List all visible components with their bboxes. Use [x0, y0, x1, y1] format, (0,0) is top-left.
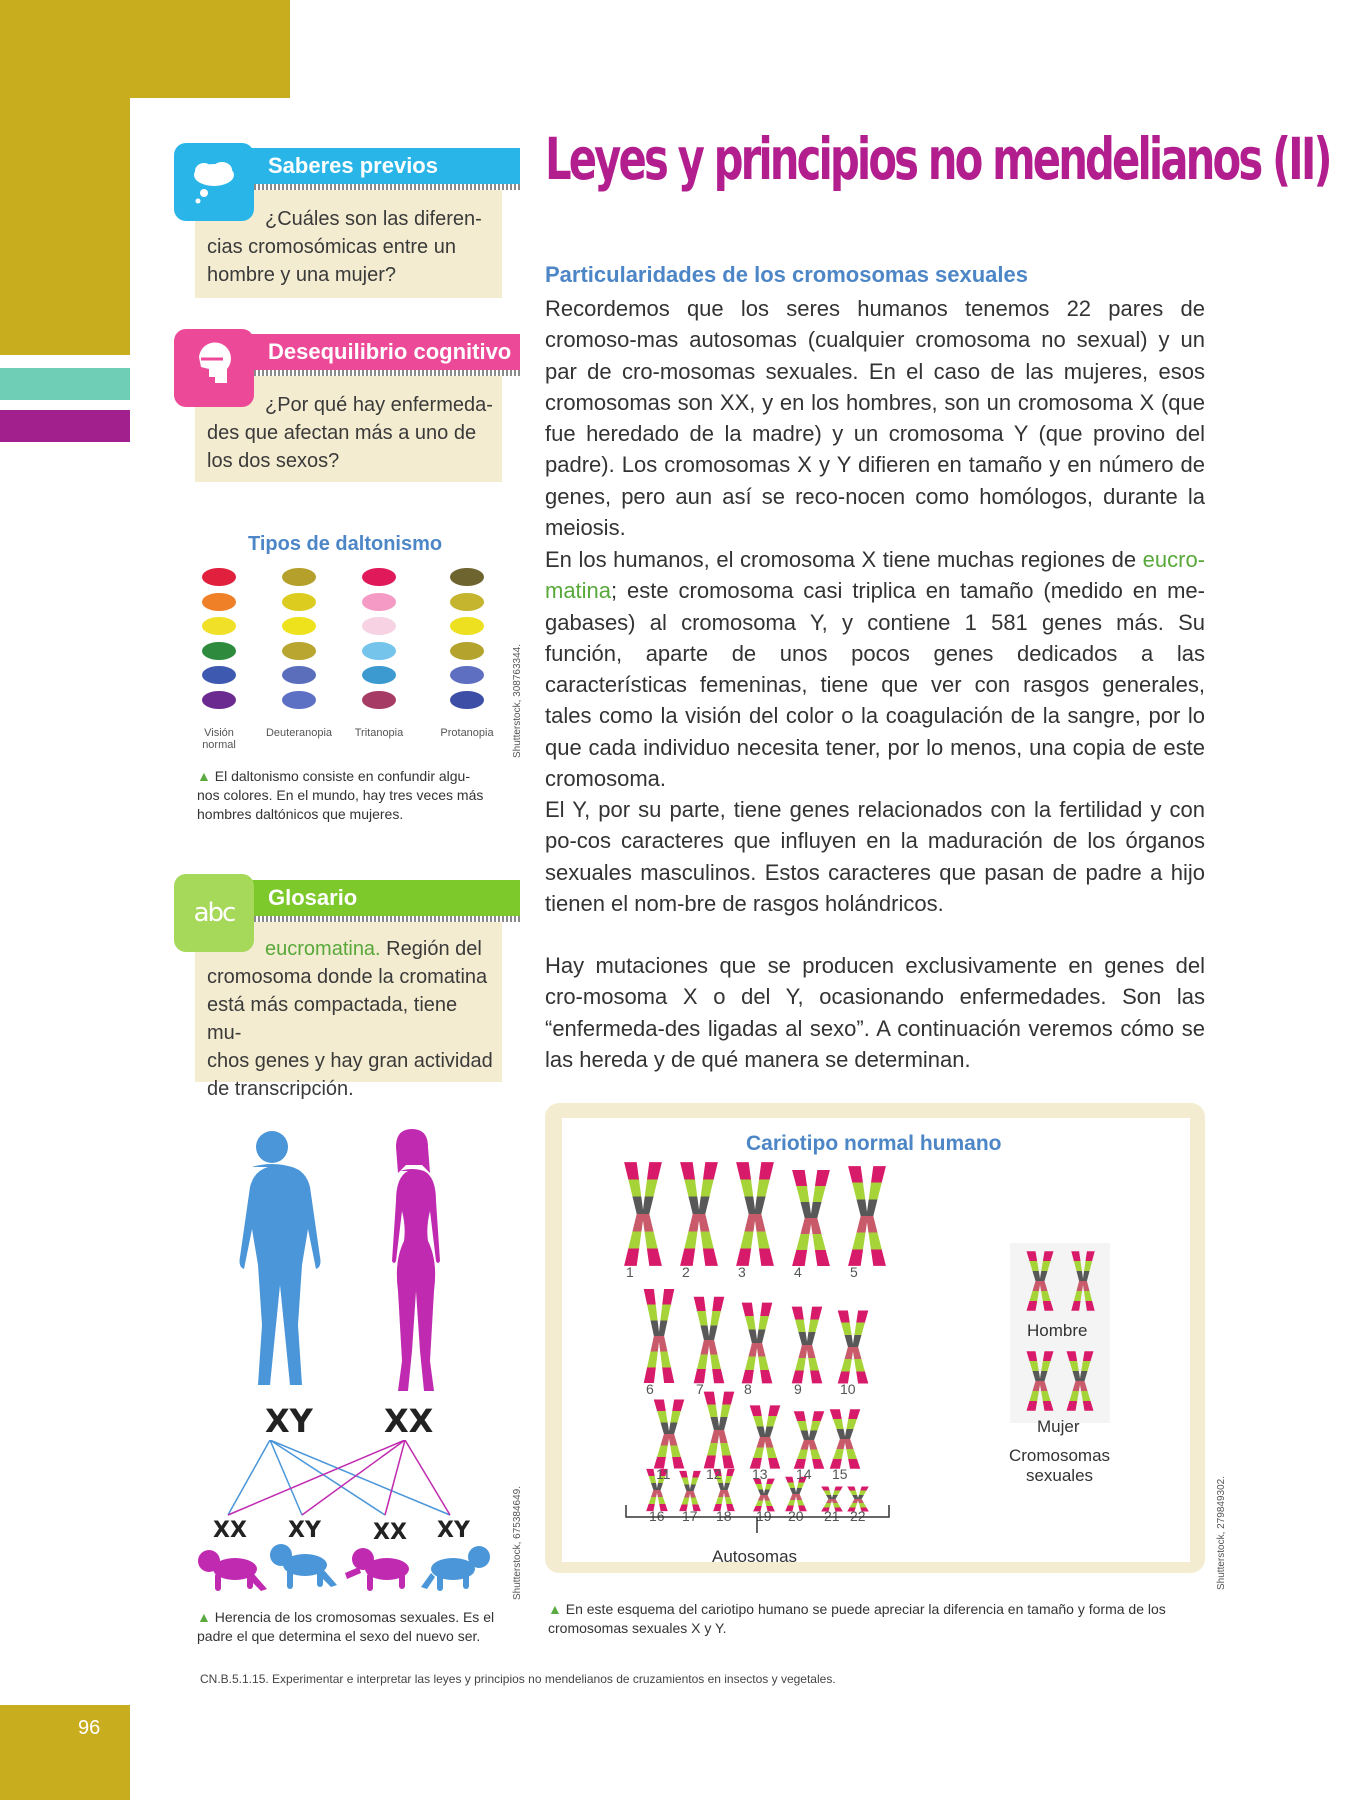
mujer-label: Mujer	[1037, 1417, 1080, 1436]
sexuales-label-line-1: Cromosomas	[1008, 1446, 1111, 1465]
chromosome-number: 8	[744, 1381, 752, 1397]
saberes-title: Saberes previos	[268, 153, 438, 178]
gold-band-left	[0, 0, 130, 355]
curriculum-footer: CN.B.5.1.15. Experimentar e interpretar las leyes y principios no mendelianos de cruzamientos en insectos y vegetales.	[200, 1672, 836, 1686]
glosario-text	[207, 935, 497, 1103]
saberes-header	[250, 148, 520, 184]
chromosome-icon	[1025, 1250, 1055, 1312]
chromosome-icon	[652, 1398, 686, 1470]
saberes-line-3: hombre y una mujer?	[207, 264, 396, 286]
desequilibrio-title: Desequilibrio cognitivo	[268, 339, 512, 364]
desequilibrio-text	[207, 391, 497, 475]
paragraph-4: Hay mutaciones que se producen exclusivamente en genes del cro-mosoma X o del Y, ocasionando enfermedades. Son las “enfermeda-des ligadas al sexo”. A continuación veremos cómo se las hereda y de qué manera se determinan.	[545, 953, 1205, 1072]
eucromatina-link[interactable]: eucro-matina	[545, 547, 1205, 604]
color-swatch	[202, 666, 236, 684]
chromosome-number: 20	[788, 1508, 804, 1524]
saberes-line-1: ¿Cuáles son las diferen-	[265, 208, 482, 230]
hombre-label: Hombre	[1027, 1321, 1088, 1340]
chromosome-number: 1	[626, 1264, 634, 1280]
paragraph-1: Recordemos que los seres humanos tenemos 22 pares de cromoso-mas autosomas (cualquier cromosoma no sexual) y un par de cro-mosomas sexuales. En el caso de las mujeres, esos cromosomas son XX, y en los hombres, son un cromosoma X (que fue heredado de la madre) y un cromosoma Y (que provino del padre). Los cromosomas X y Y difieren en tamaño y en número de genes, pero aun así se reco-nocen como homólogos, durante la meiosis.	[545, 296, 1205, 541]
paragraph-2	[545, 544, 1205, 794]
abc-glossary-icon-text: abc	[193, 898, 235, 928]
herencia-credit: Shutterstock, 675384649.	[512, 1486, 523, 1600]
chromosome-number: 16	[649, 1508, 665, 1524]
color-swatch	[450, 691, 484, 709]
color-swatch	[362, 593, 396, 611]
page-number: 96	[78, 1717, 101, 1739]
glosario-title: Glosario	[268, 885, 358, 910]
section-subtitle: Particularidades de los cromosomas sexuales	[545, 262, 1029, 287]
color-swatch	[282, 617, 316, 635]
daltonismo-caption	[197, 767, 502, 824]
chromosome-icon	[748, 1404, 782, 1470]
glosario-line-5: de transcripción.	[207, 1078, 354, 1100]
desequilibrio-line-3: los dos sexos?	[207, 450, 340, 472]
child-4-chromosomes: XY	[437, 1518, 470, 1543]
autosomas-label: Autosomas	[712, 1547, 798, 1566]
baby-boy-2	[421, 1546, 490, 1591]
cariotipo-title: Cariotipo normal humano	[746, 1132, 1002, 1155]
chromosome-icon	[1070, 1250, 1096, 1312]
chromosome-number: 3	[738, 1264, 746, 1280]
color-swatch	[450, 568, 484, 586]
child-2-chromosomes: XY	[288, 1518, 321, 1543]
paragraph-2-a: En los humanos, el cromosoma X tiene muchas regiones de	[545, 547, 1143, 572]
color-swatch	[362, 666, 396, 684]
color-column-label-line-2: normal	[202, 739, 236, 751]
chromosome-number: 13	[752, 1466, 768, 1482]
color-swatch	[202, 593, 236, 611]
desequilibrio-header	[250, 334, 520, 370]
glosario-line-2: cromosoma donde la cromatina	[207, 966, 488, 988]
glosario-def-1: Región del	[380, 938, 482, 960]
chromosome-number: 2	[682, 1264, 690, 1280]
chromosome-icon	[1025, 1350, 1055, 1412]
mother-chromosomes: XX	[384, 1402, 434, 1440]
sexuales-label	[1002, 1446, 1117, 1486]
chromosome-icon	[734, 1160, 776, 1268]
chromosome-number: 19	[756, 1508, 772, 1524]
herencia-caption-line-1: ▲ Herencia de los cromosomas sexuales. Es el	[197, 1609, 495, 1625]
chromosome-icon	[702, 1390, 736, 1470]
desequilibrio-line-1: ¿Por qué hay enfermeda-	[265, 394, 493, 416]
autosomas-bracket	[625, 1505, 890, 1535]
glosario-header	[250, 880, 520, 916]
teal-stripe	[0, 368, 130, 400]
sexuales-label-line-2: sexuales	[1025, 1466, 1094, 1485]
color-swatch	[362, 568, 396, 586]
paragraph-2-b: ; este cromosoma casi triplica en tamaño (medido en me-gabases) al cromosoma Y, y contiene 1 581 genes más. Su función, aparte de unos pocos genes dedicados a las características femeninas, tiene que ver con rasgos generales, tales como la visión del color o la coagulación de la sangre, por lo que cada individuo necesita tener, por lo menos, una copia de este cromosoma.	[545, 578, 1205, 792]
chromosome-number: 11	[656, 1466, 671, 1482]
color-column-label: Visión normal	[174, 727, 264, 751]
cariotipo-caption-text-1: En este esquema del cariotipo humano se puede apreciar la diferencia en tamaño y forma de los	[565, 1601, 1166, 1617]
color-swatch	[282, 691, 316, 709]
color-swatch	[450, 666, 484, 684]
father-silhouette	[240, 1131, 321, 1385]
chromosome-number: 9	[794, 1381, 802, 1397]
saberes-line-2: cias cromosómicas entre un	[207, 236, 456, 258]
child-1-chromosomes: XX	[213, 1518, 247, 1543]
chromosome-number: 17	[682, 1508, 698, 1524]
chromosome-number: 5	[850, 1264, 858, 1280]
chromosome-number: 22	[850, 1508, 866, 1524]
color-swatch	[362, 642, 396, 660]
chromosome-number: 14	[796, 1466, 812, 1482]
color-column-label: Protanopia	[440, 727, 494, 739]
baby-boy-1	[270, 1544, 337, 1589]
glosario-line-4: chos genes y hay gran actividad	[207, 1050, 493, 1072]
daltonismo-title: Tipos de daltonismo	[248, 533, 443, 555]
chromosome-icon	[740, 1301, 774, 1385]
chromosome-number: 7	[696, 1381, 704, 1397]
glosario-line-3: está más compactada, tiene mu-	[207, 994, 458, 1044]
chromosome-icon	[828, 1408, 862, 1470]
baby-girl-2	[345, 1548, 409, 1591]
chromosome-number: 10	[840, 1381, 856, 1397]
chromosome-icon	[642, 1287, 676, 1385]
child-3-chromosomes: XX	[373, 1520, 407, 1545]
glosario-term: eucromatina.	[265, 938, 381, 960]
chromosome-number: 18	[716, 1508, 732, 1524]
chromosome-icon	[790, 1305, 824, 1385]
chromosome-number: 6	[646, 1381, 654, 1397]
color-swatch	[450, 617, 484, 635]
chromosome-icon	[692, 1295, 726, 1385]
color-swatch	[282, 666, 316, 684]
chromosome-number: 12	[706, 1466, 722, 1482]
inheritance-lines	[200, 1440, 500, 1530]
color-swatch	[450, 593, 484, 611]
parents-silhouettes	[200, 1125, 500, 1405]
chromosome-icon	[678, 1160, 720, 1268]
color-swatch	[202, 568, 236, 586]
saberes-text	[207, 205, 497, 289]
color-column-label: Tritanopia	[354, 727, 404, 739]
color-column-label: Deuteranopia	[265, 727, 333, 739]
herencia-caption	[197, 1608, 507, 1646]
herencia-caption-line-2: padre el que determina el sexo del nuevo ser.	[197, 1628, 481, 1644]
daltonismo-caption-text-1: El daltonismo consiste en confundir algu-	[214, 768, 471, 784]
page-number-tab	[0, 1705, 130, 1800]
color-swatch	[202, 617, 236, 635]
herencia-caption-text-1: Herencia de los cromosomas sexuales. Es el	[214, 1609, 495, 1625]
glosario-line-1	[207, 935, 497, 963]
color-swatch	[362, 691, 396, 709]
chromosome-icon	[1065, 1350, 1095, 1412]
color-swatch	[202, 642, 236, 660]
page-title: Leyes y principios no mendelianos (II)	[545, 125, 1330, 193]
cariotipo-caption-line-1: ▲ En este esquema del cariotipo humano se puede apreciar la diferencia en tamaño y forma de los	[548, 1601, 1166, 1617]
daltonismo-credit: Shutterstock, 308763344.	[512, 644, 523, 758]
color-swatch	[450, 642, 484, 660]
color-swatch	[282, 642, 316, 660]
mother-silhouette	[392, 1129, 440, 1391]
desequilibrio-line-2: des que afectan más a uno de	[207, 422, 477, 444]
cariotipo-caption	[548, 1600, 1213, 1638]
chromosome-number: 15	[832, 1466, 848, 1482]
daltonismo-caption-line-2: nos colores. En el mundo, hay tres veces más	[197, 787, 484, 803]
chromosome-number: 4	[794, 1264, 802, 1280]
color-swatch	[202, 691, 236, 709]
paragraph-3: El Y, por su parte, tiene genes relacionados con la fertilidad y con po-cos caracteres que influyen en la maduración de los órganos sexuales masculinos. Estos caracteres que pasan de padre a hijo tienen el nom-bre de rasgos holándricos.	[545, 797, 1205, 916]
chromosome-icon	[790, 1168, 832, 1268]
father-chromosomes: XY	[265, 1402, 313, 1440]
chromosome-number: 21	[824, 1508, 840, 1524]
chromosome-icon	[622, 1160, 664, 1268]
purple-stripe	[0, 410, 130, 442]
baby-girl-1	[198, 1550, 267, 1591]
crawling-babies	[195, 1543, 505, 1598]
chromosome-icon	[792, 1410, 826, 1470]
chromosome-icon	[846, 1164, 888, 1268]
color-swatch	[282, 593, 316, 611]
cariotipo-caption-line-2: cromosomas sexuales X y Y.	[548, 1620, 727, 1636]
cariotipo-credit: Shutterstock, 279849302.	[1216, 1476, 1227, 1590]
color-swatch	[362, 617, 396, 635]
daltonismo-caption-line-1: ▲ El daltonismo consiste en confundir algu-	[197, 768, 471, 784]
chromosome-icon	[836, 1309, 870, 1385]
color-swatch	[282, 568, 316, 586]
daltonismo-caption-line-3: hombres daltónicos que mujeres.	[197, 806, 404, 822]
